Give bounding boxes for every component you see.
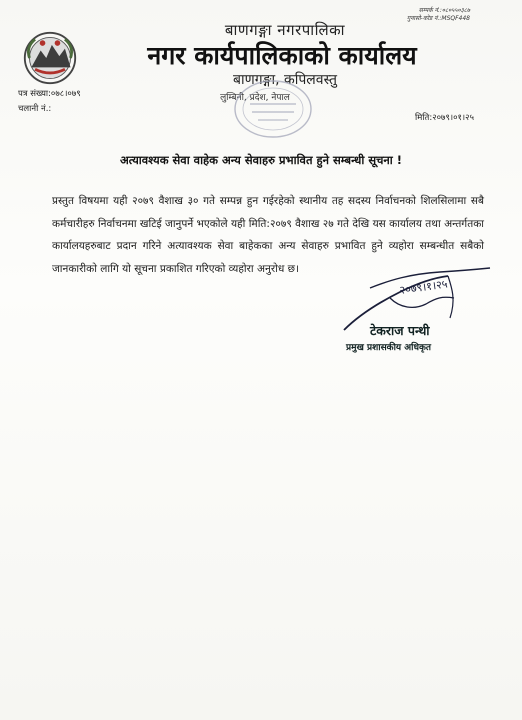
province-line: लुम्बिनी, प्रदेश, नेपाल — [220, 93, 290, 103]
svg-text:२०७९।१।२५: २०७९।१।२५ — [398, 277, 449, 297]
notice-subject: अत्यावश्यक सेवा वाहेक अन्य सेवाहरु प्रभावित हुने सम्बन्धी सूचना ! — [119, 153, 403, 167]
office-location: बाणगङ्गा, कपिलवस्तु — [232, 72, 338, 88]
municipality-name: बाणगङ्गा नगरपालिका — [224, 21, 346, 39]
letter-number: पत्र संख्या:०७८।०७९ — [18, 89, 81, 99]
office-title: नगर कार्यपालिकाको कार्यालय — [147, 41, 417, 70]
signatory-title: प्रमुख प्रशासकीय अधिकृत — [346, 343, 432, 353]
signature-block — [330, 258, 500, 368]
notice-body: प्रस्तुत विषयमा यही २०७९ वैशाख ३० गते सम्पन्न हुन गईरहेको स्थानीय तह सदस्य निर्वाचनको शिलसिलामा सबै कर्मचारीहरु निर्वाचनमा खटिई जानुपर्ने भएकोले यही मिति:२०७९ वैशाख २७ गते देखि यस कार्यालय तथा अन्तर्गतका कार्यालयहरुबाट प्रदान गरिने अत्यावश्यक सेवा बाहेकका अन्य सेवाहरु प्रभावित हुने व्यहोरा सम्बन्धीत सबैको जानकारीको लागि यो सूचना प्रकाशित गरिएको व्यहोरा अनुरोध छ। — [52, 195, 484, 275]
office-stamp-icon — [232, 78, 314, 140]
dispatch-number: चलानी नं.: — [18, 104, 52, 114]
contact-number: सम्पर्क नं.:०८०५५०३८७ — [418, 7, 470, 14]
signatory-name: टेकराज पन्थी — [370, 323, 430, 338]
nepal-emblem-icon — [22, 30, 78, 86]
complaint-code: गुनासो-कोड नं.:MSQF448 — [406, 15, 470, 22]
issue-date: मिति:२०७९।०१।२५ — [415, 113, 474, 123]
